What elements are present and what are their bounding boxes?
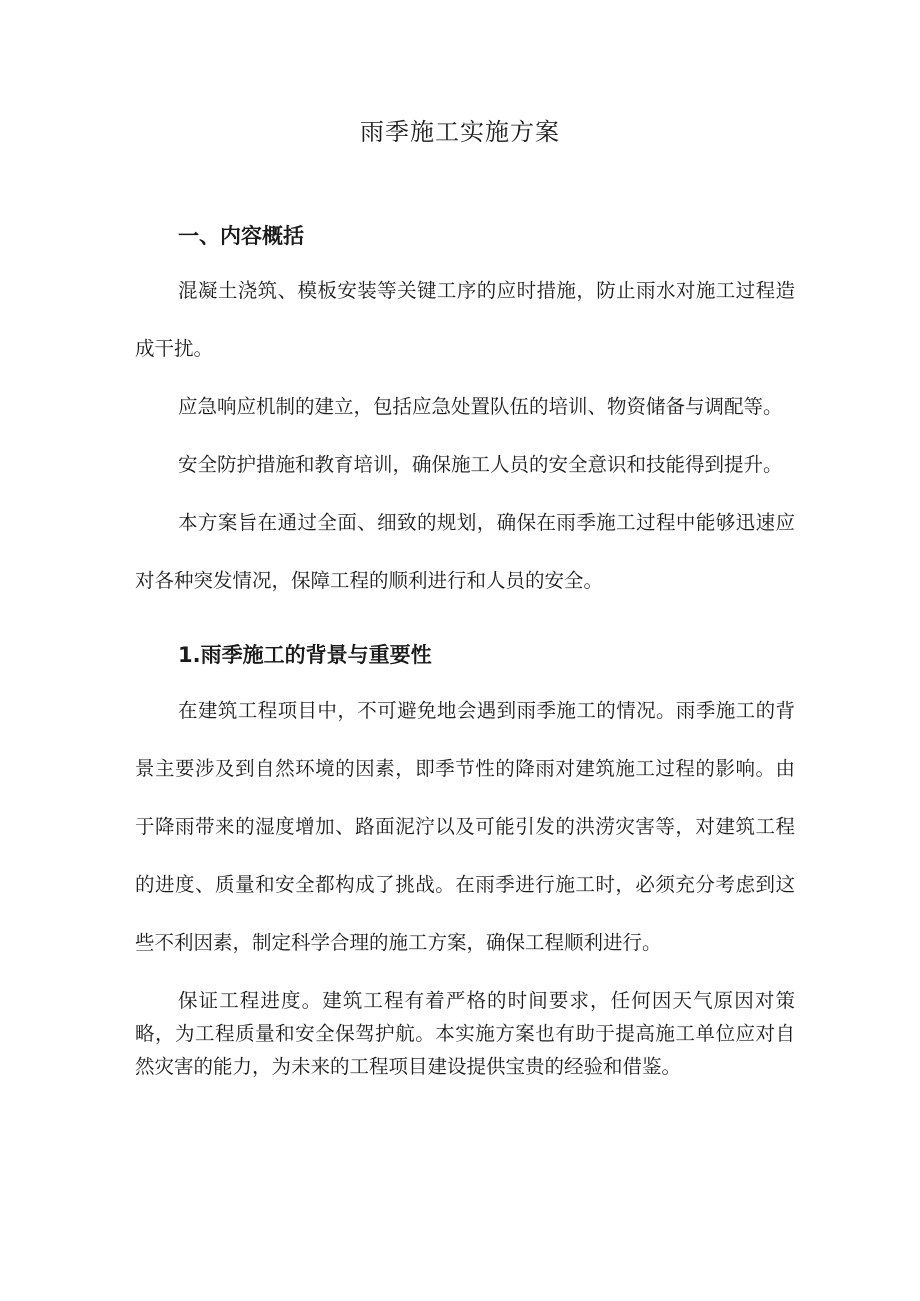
paragraph-background-2: 保证工程进度。建筑工程有着严格的时间要求，任何因天气原因对策略，为工程质量和安全保驾护航。本实施方案也有助于提高施工单位应对自然灾害的能力，为未来的工程项目建设提供宝贵的经验和借鉴。	[135, 989, 795, 1078]
paragraph-overview-4: 本方案旨在通过全面、细致的规划，确保在雨季施工过程中能够迅速应对各种突发情况，保障工程的顺利进行和人员的安全。	[135, 511, 795, 592]
section-heading-overview: 一、内容概括	[178, 224, 304, 248]
paragraph-overview-2: 应急响应机制的建立，包括应急处置队伍的培训、物资储备与调配等。	[178, 395, 783, 418]
document-title: 雨季施工实施方案	[360, 118, 560, 146]
paragraph-background-1: 在建筑工程项目中，不可避免地会遇到雨季施工的情况。雨季施工的背景主要涉及到自然环境的因素，即季节性的降雨对建筑施工过程的影响。由于降雨带来的湿度增加、路面泥泞以及可能引发的洪涝灾害等，对建筑工程的进度、质量和安全都构成了挑战。在雨季进行施工时，必须充分考虑到这些不利因素，制定科学合理的施工方案，确保工程顺利进行。	[135, 699, 795, 954]
paragraph-overview-1: 混凝土浇筑、模板安装等关键工序的应时措施，防止雨水对施工过程造成干扰。	[135, 279, 795, 360]
paragraph-overview-3: 安全防护措施和教育培训，确保施工人员的安全意识和技能得到提升。	[178, 453, 783, 476]
section-heading-background: 1.雨季施工的背景与重要性	[178, 643, 432, 667]
